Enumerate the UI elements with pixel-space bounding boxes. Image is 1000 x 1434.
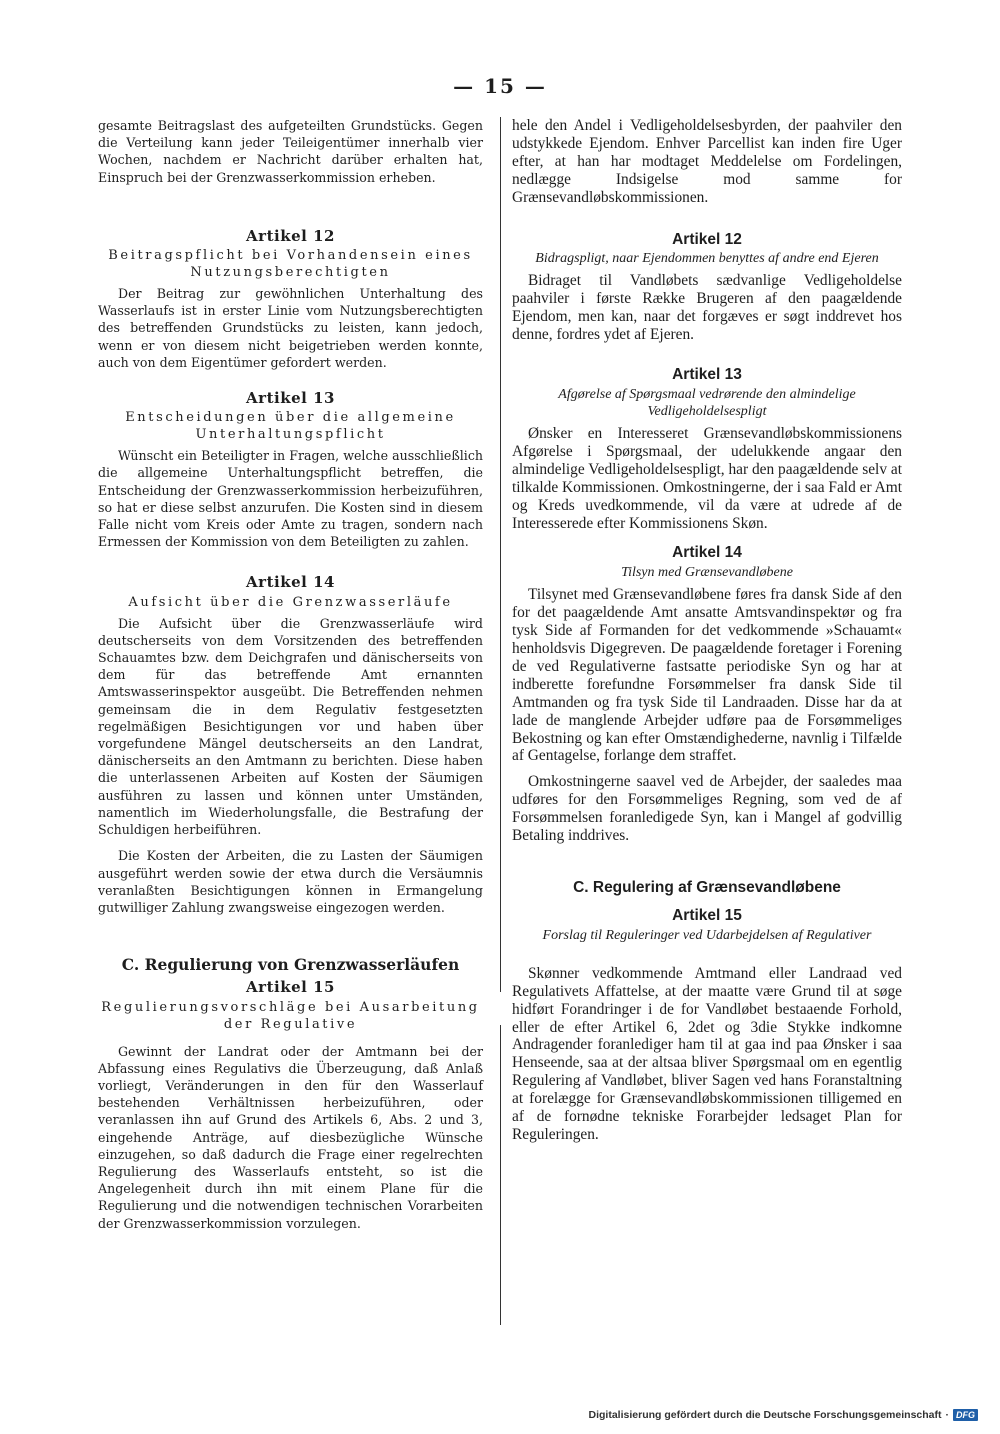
german-section-c: C. Regulierung von Grenzwasserläufen (121, 955, 460, 975)
german-art15-text: Gewinnt der Landrat oder der Amtmann bei der Abfassung eines Regulativs die Überzeugung, daß Anlaß vorliegt, Veränderungen in den für den Wasserlauf bestehenden Verhältnissen herbeizuführen, oder veranlassen ihn auf Grund des Artikels 6, Abs. 2 und 3, eingehende Anträge, auf diesbezügliche Wünsche einzugehen, so daß dadurch die Frage einer regelrechten Regulierung des Wasserlaufs entsteht, so ist die Angelegenheit durch ihn mit einem Plane für die Regulierung und die notwendigen technischen Vorarbeiten der Grenzwasserkommission vorzulegen. (98, 1043, 483, 1231)
dfg-logo: DFG (953, 1409, 978, 1421)
danish-art12-heading: Artikel 12 (672, 230, 742, 248)
page-number: — 15 — (453, 74, 547, 98)
german-art15-heading: Artikel 15 (246, 978, 335, 997)
danish-art13-heading: Artikel 13 (672, 366, 742, 384)
danish-art13-title: Afgørelse af Spørgsmaal vedrørende den almindelige Vedligeholdelsespligt (558, 386, 856, 419)
danish-column (512, 117, 902, 1144)
danish-art14-text-2: Omkostningerne saavel ved de Arbejder, der saaledes maa udføres for den Forsømmeliges Regning, som ved de af Forsømmelsen foranledigede Syn, kan i Mangel af godvillig Betaling inddrives. (512, 773, 902, 845)
danish-art15-title: Forslag til Reguleringer ved Udarbejdelsen af Regulativer (542, 927, 872, 943)
german-art13-text: Wünscht ein Beteiligter in Fragen, welche ausschließlich die allgemeine Unterhaltungspflicht betreffen, die Entscheidung der Grenzwasserkommission herbeizuführen, so hat er diese selbst anzurufen. Die Kosten sind in diesem Falle nicht vom Kreis oder Amte zu tragen, sondern nach Ermessen der Kommission von dem Beteiligten zu zahlen. (98, 448, 483, 550)
german-art12-title: Beitragspflicht bei Vorhandensein eines Nutzungsberechtigten (108, 248, 473, 281)
danish-art14-text-1: Tilsynet med Grænsevandløbene føres fra dansk Side af den for det paagældende Amt ansatte Amtsvandinspektør og fra tysk Side af Formanden for det vedkommende »Schauamt« henholdsvis Digegreven. De paagældende foretager i Forening de ved Regulativerne fastsatte periodiske Syn og har at indberette forefundne Forsømmelser fra dansk Side til Amtmanden og fra tysk Side til Landraaden. Disse har da at lade de manglende Arbejder udføre paa de Forsømmeliges Bekostning og kan efter Omstændighederne, navnlig i Tilfælde af Gentagelse, forlange dem straffet. (512, 586, 902, 765)
german-art15-title: Regulierungsvorschläge bei Ausarbeitung der Regulative (101, 999, 480, 1032)
footer: Digitalisierung gefördert durch die Deutsche Forschungsgemeinschaft · DFG (589, 1409, 978, 1421)
danish-art15-text: Skønner vedkommende Amtmand eller Landraad ved Regulativets Affattelse, at der maatte være Grund til at søge hidført Forandringer i de for Vandløbet bestaaende Forhold, eller de efter Artikel 6, 2det og 3die Stykke indkomne Andragender foranlediger ham til at gaa ind paa Ønsker i saa Henseende, saa at der altsaa bliver Spørgsmaal om en egentlig Regulering af Vandløbet, bliver Sagen ved hans Foranstaltning at forelægge for Grænsevandløbskommissionen tilligemed en af de fornødne tekniske Forarbejder ledsaget Plan for Reguleringen. (512, 964, 902, 1143)
german-art14-heading: Artikel 14 (246, 573, 335, 592)
danish-art15-heading: Artikel 15 (672, 906, 742, 924)
german-art14-text-1: Die Aufsicht über die Grenzwasserläufe wird deutscherseits von dem Vorsitzenden des betreffenden Schauamtes bzw. dem Deichgrafen und dänischerseits von dem für das betreffende Amt ernannten Amtswasserinspektor ausgeübt. Die Betreffenden nehmen gemeinsam die in dem Regulativ festgesetzten regelmäßigen Besichtigungen vor und haben über vorgefundene Mängel deutscherseits an den Landrat, dänischerseits an den Amtmann zu berichten. Diese haben die unterlassenen Arbeiten auf Kosten der Säumigen ausführen zu lassen und können unter Umständen, namentlich im Wiederholungsfalle, die Bestrafung der Schuldigen herbeiführen. (98, 615, 483, 838)
danish-intro: hele den Andel i Vedligeholdelsesbyrden, der paahviler den udstykkede Ejendom. Enhver Parcellist kan inden fire Uger efter, at han har modtaget Meddelelse om Fordelingen, nedlægge Indsigelse mod samme for Grænsevandløbskommissionen. (512, 117, 902, 206)
german-intro: gesamte Beitragslast des aufgeteilten Grundstücks. Gegen die Verteilung kann jeder Teileigentümer innerhalb vier Wochen, nachdem er Nachricht darüber erhalten hat, Einspruch bei der Grenzwasserkommission erheben. (98, 118, 483, 185)
german-art13-heading: Artikel 13 (246, 389, 335, 408)
german-column (98, 117, 483, 1232)
danish-art12-title: Bidragspligt, naar Ejendommen benyttes af andre end Ejeren (535, 251, 879, 267)
german-art12-heading: Artikel 12 (246, 226, 335, 245)
danish-section-c: C. Regulering af Grænsevandløbene (573, 879, 841, 896)
german-art14-title: Aufsicht über die Grenzwasserläufe (128, 594, 453, 610)
german-art14-text-2: Die Kosten der Arbeiten, die zu Lasten der Säumigen ausgeführt werden sowie der etwa durch die Versäumnis veranlaßten Besichtigungen können in Ermangelung gutwilliger Zahlung zwangsweise eingezogen werden. (98, 848, 483, 915)
column-divider-bottom (500, 1025, 501, 1325)
german-art12-text: Der Beitrag zur gewöhnlichen Unterhaltung des Wasserlaufs ist in erster Linie vom Nutzungsberechtigten des betreffenden Grundstücks zu leisten, kann jedoch, wenn er von diesem nicht beigetrieben werden konnte, auch von dem Eigentümer gefordert werden. (98, 286, 483, 370)
danish-art14-heading: Artikel 14 (672, 544, 742, 562)
danish-art14-title: Tilsyn med Grænsevandløbene (621, 565, 793, 581)
footer-text: Digitalisierung gefördert durch die Deutsche Forschungsgemeinschaft (588, 1409, 942, 1421)
danish-art13-text: Ønsker en Interesseret Grænsevandløbskommissionens Afgørelse i Spørgsmaal, der udelukkende angaar den almindelige Vedligeholdelsespligt, har den paagældende selv at tilkalde Kommissionen. Omkostningerne, der i saa Fald er Amt og Kreds uvedkommende, vil da være at udrede af de Interesserede efter Kommissionens Skøn. (512, 424, 902, 532)
danish-art12-text: Bidraget til Vandløbets sædvanlige Vedligeholdelse paahviler i første Række Brugeren af den paagældende Ejendom, men kan, naar det forgæves er søgt inddrevet hos denne, fordres ydet af Ejeren. (512, 272, 902, 344)
column-divider-top (500, 117, 501, 992)
german-art13-title: Entscheidungen über die allgemeine Unterhaltungspflicht (125, 410, 456, 443)
